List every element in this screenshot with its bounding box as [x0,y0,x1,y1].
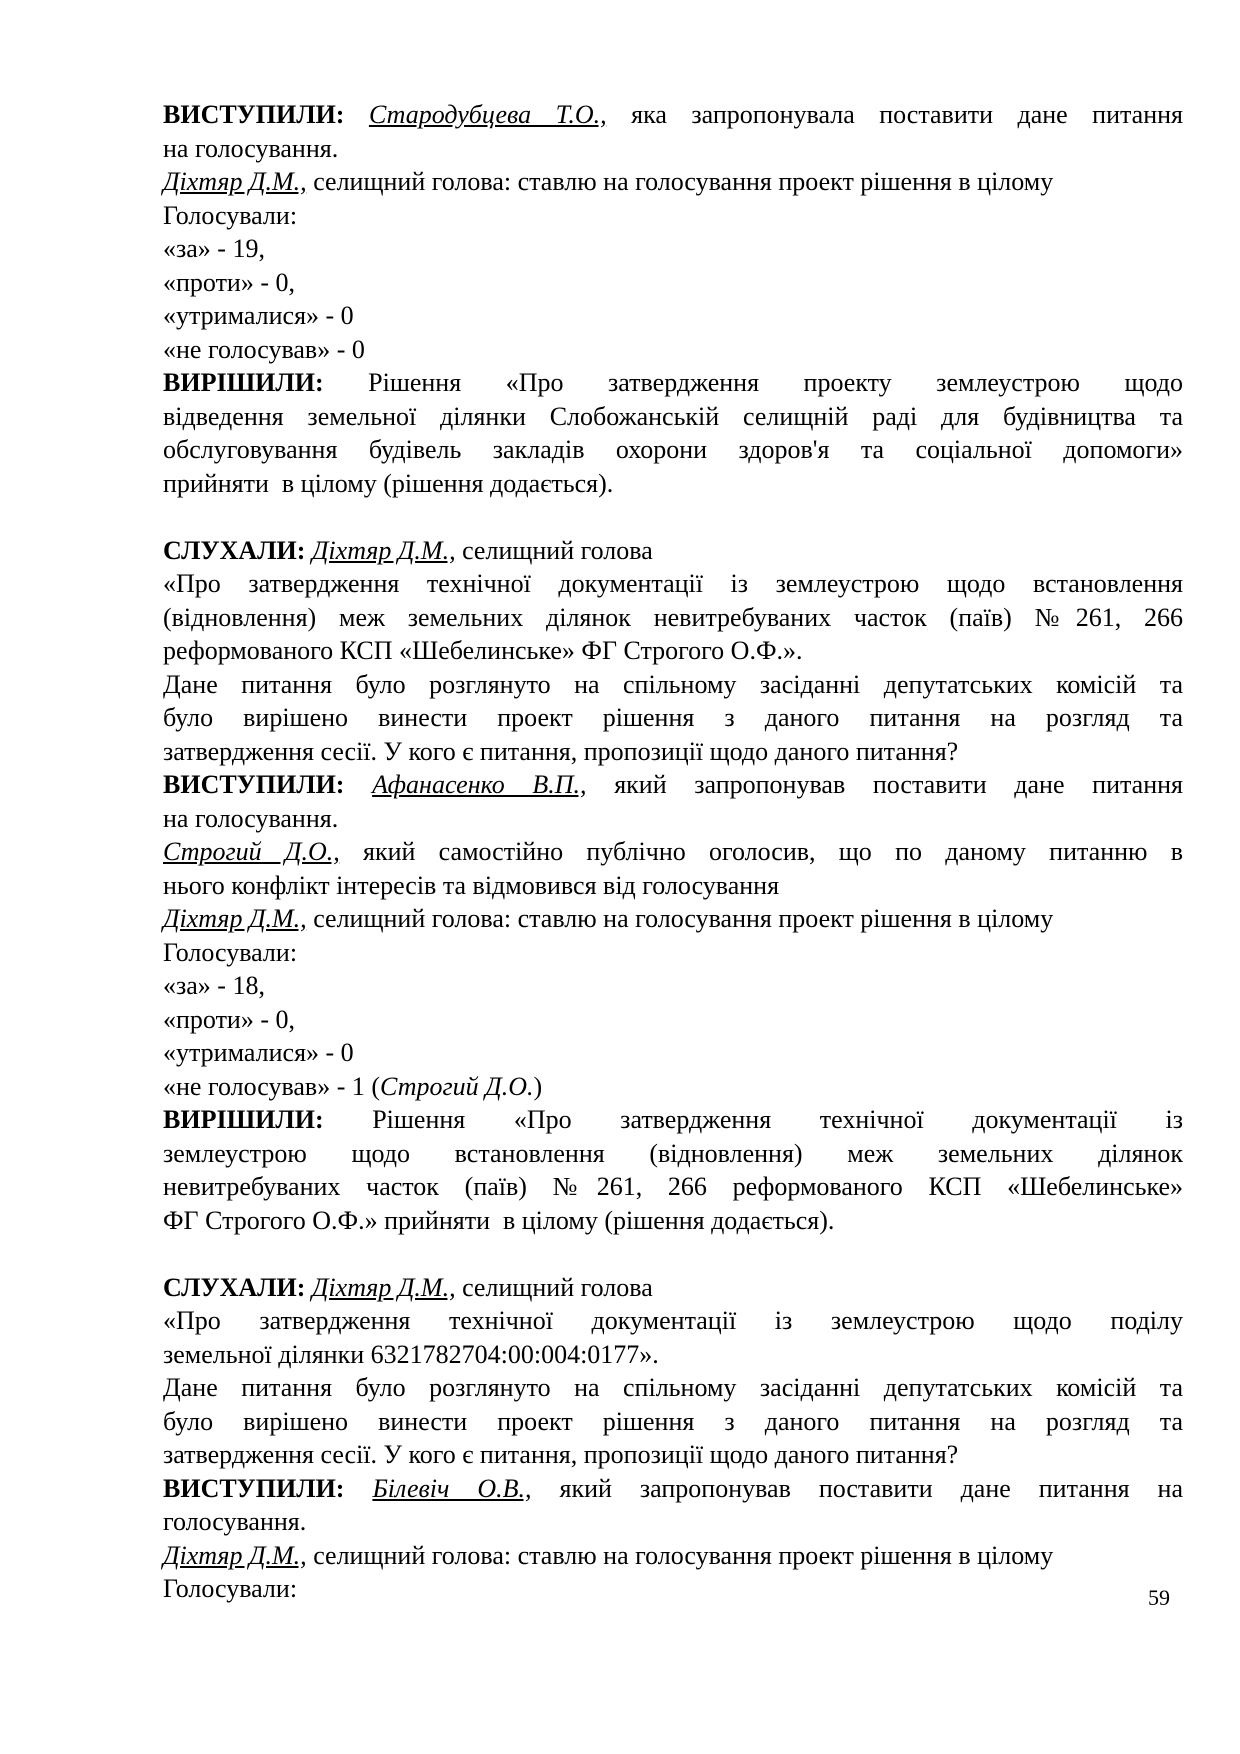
text-line: «Про затвердження технічної документації із землеустрою щодо встановлення [163,569,1183,598]
decision-text: Рішення «Про затвердження проекту землеустрою щодо [323,368,1183,397]
text-line: було вирішено винести проект рішення з даного питання на розгляд та [163,1406,1183,1436]
vote-heading: Голосували: [163,937,298,967]
text-line: (відновлення) меж земельних ділянок невитребуваних часток (паїв) №261, 266 [163,602,1183,632]
speakers-line [163,98,1183,132]
speaker-text: селищний голова: ставлю на голосування проект рішення в цілому [306,1540,1054,1570]
text-line: земельної ділянки 6321782704:00:004:0177». [163,1339,659,1369]
speaker-name: Білевіч О.В., [372,1473,532,1503]
vote-for: «за» - 18, [163,971,265,1000]
speaker-text: селищний голова: ставлю на голосування проект рішення в цілому [306,904,1054,933]
text-line: затвердження сесії. У кого є питання, пропозиції щодо даного питання? [163,1440,959,1469]
vote-not-voted-close: ) [533,1071,543,1101]
text-line: реформованого КСП «Шебелинське» ФГ Строгого О.Ф.». [163,636,803,665]
text-line: Дане питання було розглянуто на спільному засіданні депутатських комісій та [163,1373,1183,1402]
speaker-name: Діхтяр Д.М., [163,904,307,933]
heard-label: СЛУХАЛИ: [163,535,306,565]
speakers-label: ВИСТУПИЛИ: [163,1473,345,1503]
text-line: було вирішено винести проект рішення з даного питання на розгляд та [163,703,1183,732]
text-line: прийняти в цілому (рішення додається). [163,468,614,498]
decided-label: ВИРІШИЛИ: [163,1105,324,1134]
vote-against: «проти» - 0, [163,267,296,297]
document-page [163,98,1183,1606]
heard-label: СЛУХАЛИ: [163,1272,306,1302]
text-line: невитребуваних часток (паїв) №261, 266 реформованого КСП «Шебелинське» [163,1172,1183,1201]
vote-abstained: «утрималися» - 0 [163,301,354,330]
vote-heading: Голосували: [163,1574,298,1603]
speaker-text: селищний голова [455,535,653,565]
text-line: землеустрою щодо встановлення (відновлення) меж земельних ділянок [163,1138,1183,1168]
speaker-text: селищний голова [455,1272,653,1302]
text-line: відведення земельної ділянки Слобожанській селищній раді для будівництва та [163,401,1183,431]
text-line: обслуговування будівель закладів охорони здоров'я та соціальної допомоги» [163,435,1183,464]
page-number: 59 [1148,1585,1170,1610]
text-line: «Про затвердження технічної документації із землеустрою щодо поділу [163,1306,1183,1335]
speakers-label: ВИСТУПИЛИ: [163,770,345,799]
text-line: голосування. [163,1507,307,1536]
text-line: ФГ Строгого О.Ф.» прийняти в цілому (рішення додається). [163,1205,835,1235]
vote-against: «проти» - 0, [163,1004,296,1034]
vote-heading: Голосували: [163,200,298,230]
speaker-name: Стародубцева Т.О., [368,100,607,129]
speaker-name: Діхтяр Д.М., [163,1540,307,1570]
decided-label: ВИРІШИЛИ: [163,368,324,397]
speakers-label: ВИСТУПИЛИ: [163,100,345,129]
text-line: нього конфлікт інтересів та відмовився від голосування [163,870,780,900]
speaker-name: Діхтяр Д.М., [311,1272,456,1302]
speaker-text: селищний голова: ставлю на голосування проект рішення в цілому [306,167,1054,196]
speaker-name: Афанасенко В.П., [372,770,587,799]
text-line: на голосування. [163,803,339,833]
vote-not-voted-text: «не голосував» - 1 ( [163,1071,381,1101]
speaker-text: який запропонував поставити дане питання [586,770,1183,799]
speaker-text: який запропонував поставити дане питання на [531,1473,1184,1503]
vote-not-voted: «не голосував» - 0 [163,334,365,364]
vote-not-voted [163,1070,1183,1104]
speaker-text: яка запропонувала поставити дане питання [606,100,1184,129]
speaker-name: Діхтяр Д.М., [311,535,456,565]
text-line: на голосування. [163,133,339,163]
abstainer-name: Строгий Д.О. [380,1071,534,1101]
text-line: затвердження сесії. У кого є питання, пропозиції щодо даного питання? [163,736,959,766]
speaker-name: Діхтяр Д.М., [163,167,307,196]
text-line: Дане питання було розглянуто на спільному засіданні депутатських комісій та [163,669,1183,699]
decision-line [163,366,1183,400]
speaker-text: який самостійно публічно оголосив, що по даному питанню в [339,837,1183,866]
speaker-name: Строгий Д.О., [163,837,340,866]
decision-text: Рішення «Про затвердження технічної документації із [323,1105,1183,1134]
vote-for: «за» - 19, [163,234,265,263]
vote-abstained: «утрималися» - 0 [163,1038,354,1067]
